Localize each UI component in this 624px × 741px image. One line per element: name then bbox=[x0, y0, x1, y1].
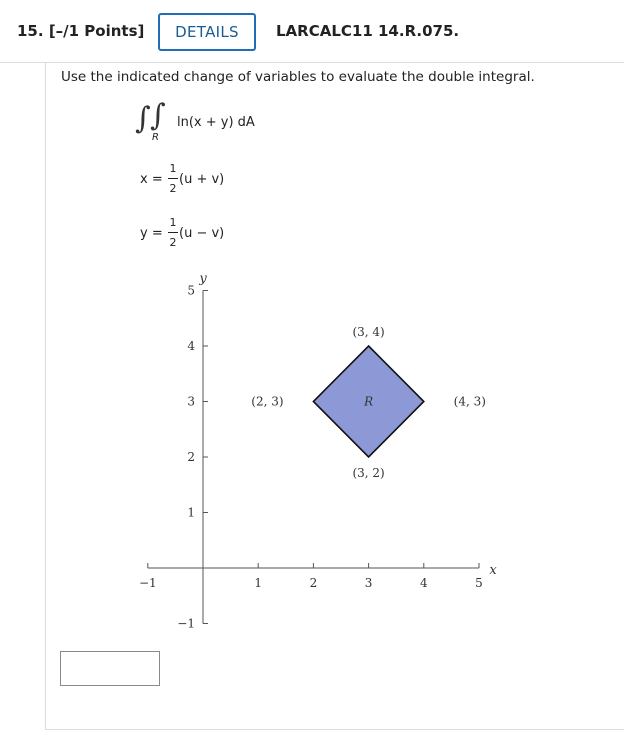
problem-prompt: Use the indicated change of variables to evaluate the double integral. bbox=[61, 69, 535, 85]
y-frac-numerator: 1 bbox=[169, 216, 177, 229]
x-tick-label: 3 bbox=[364, 576, 373, 590]
y-axis-label: y bbox=[199, 271, 207, 287]
integral-sign-outer: ∫ bbox=[135, 101, 151, 136]
x-lhs: x = bbox=[140, 172, 163, 187]
vertex-label: (3, 2) bbox=[352, 466, 385, 480]
x-tick-label: 5 bbox=[475, 576, 483, 590]
points-label: [–/1 Points] bbox=[48, 22, 145, 40]
region-label: R bbox=[364, 394, 374, 409]
x-tick-label: 1 bbox=[254, 576, 263, 590]
y-rhs: (u − v) bbox=[179, 226, 225, 241]
question-number: 15. [–/1 Points] bbox=[17, 22, 145, 40]
y-tick-label: 4 bbox=[187, 339, 195, 353]
vertex-label: (4, 3) bbox=[453, 394, 486, 409]
integral-sign-inner: ∫ bbox=[150, 98, 166, 133]
region-subscript: R bbox=[152, 132, 159, 143]
x-rhs: (u + v) bbox=[179, 172, 225, 187]
x-frac-denominator: 2 bbox=[169, 182, 177, 195]
x-frac-numerator: 1 bbox=[169, 162, 177, 175]
vertex-label: (3, 4) bbox=[352, 325, 385, 339]
vertex-label: (2, 3) bbox=[251, 394, 284, 409]
y-tick-label: 1 bbox=[187, 505, 195, 520]
y-tick-label: −1 bbox=[177, 616, 195, 631]
x-tick-label: −1 bbox=[138, 576, 157, 590]
x-tick-label: 4 bbox=[419, 576, 428, 590]
integrand: ln(x + y) dA bbox=[177, 115, 255, 130]
details-button[interactable]: DETAILS bbox=[158, 13, 256, 51]
x-axis-label: x bbox=[489, 563, 497, 578]
y-tick-label: 2 bbox=[187, 450, 195, 464]
y-frac-denominator: 2 bbox=[169, 236, 177, 249]
answer-input[interactable] bbox=[60, 651, 160, 686]
question-code: LARCALC11 14.R.075. bbox=[276, 22, 460, 40]
x-tick-label: 2 bbox=[309, 576, 318, 590]
y-lhs: y = bbox=[140, 226, 163, 241]
y-tick-label: 5 bbox=[187, 283, 195, 298]
y-tick-label: 3 bbox=[187, 394, 195, 409]
